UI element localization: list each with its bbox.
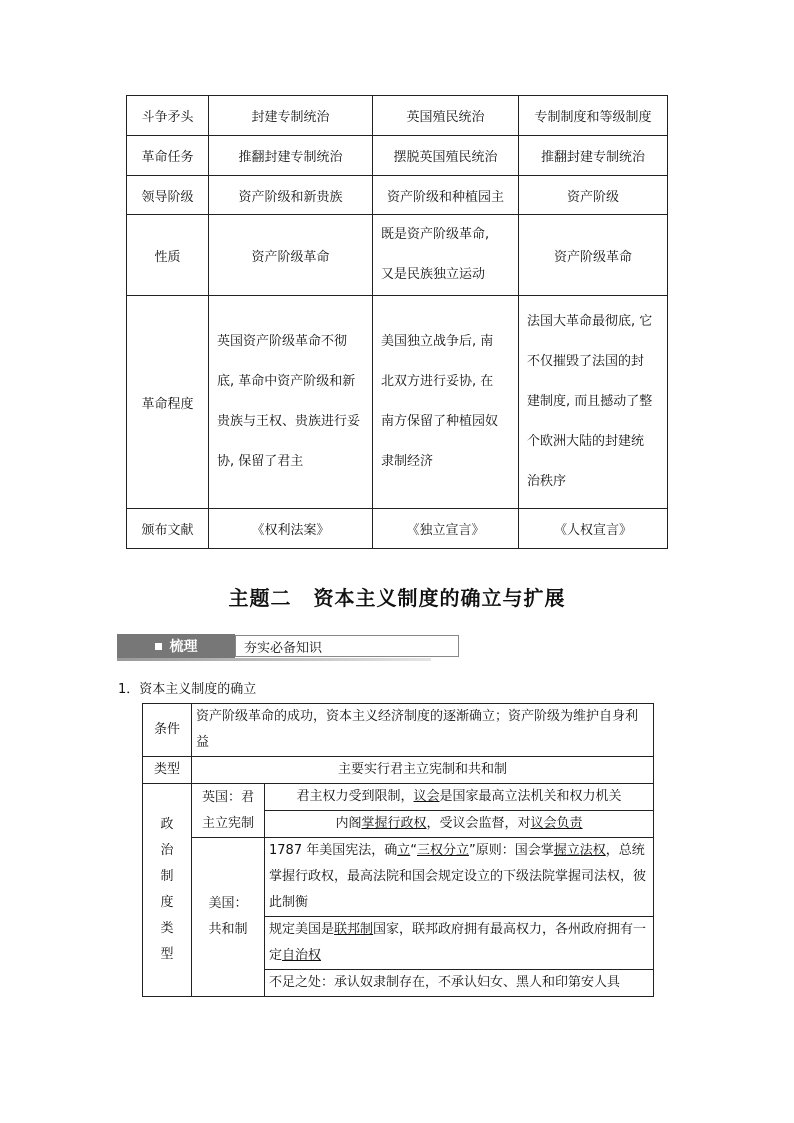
heading-title: 资本主义制度的确立与扩展 <box>313 586 566 610</box>
cell-line: 既是资产阶级革命, <box>381 227 490 242</box>
table-row <box>127 96 668 136</box>
cell-line: 美国独立战争后, 南 <box>381 334 494 349</box>
cell-england: 资产阶级革命 <box>209 215 373 296</box>
underlined-text: 握立法权 <box>553 843 606 858</box>
cell-text <box>265 917 654 970</box>
row-label: 政治制度类型 <box>143 784 192 997</box>
row-label: 颁布文献 <box>127 509 209 549</box>
table-row <box>127 136 668 176</box>
text-run: 君主权力受到限制， <box>296 789 414 804</box>
cell-text: 不足之处：承认奴隶制存在，不承认妇女、黑人和印第安人具 <box>265 970 654 997</box>
underlined-text: 掌握行政权 <box>361 816 427 831</box>
banner-dark-label <box>117 634 235 658</box>
underlined-text: 联邦制 <box>334 922 374 937</box>
revolution-comparison-table <box>126 95 668 549</box>
subsection-title: 1．资本主义制度的确立 <box>118 682 257 697</box>
text-run: ，总统掌握行政权，最高法院和国会规定设立的下级法院掌握司法权，彼此制衡 <box>269 843 647 910</box>
underlined-text: 立 <box>397 843 411 858</box>
banner-title: 梳理 <box>169 639 198 655</box>
cell-line: 建制度, 而且撼动了整 <box>527 394 653 409</box>
cell-line: 法国大革命最彻底, 它 <box>527 314 653 329</box>
row-label: 类型 <box>143 757 192 784</box>
sub-label-uk: 英国：君主立宪制 <box>192 784 265 838</box>
cell-line: 南方保留了种植园奴 <box>381 414 499 429</box>
cell-america: 资产阶级和种植园主 <box>373 176 519 215</box>
banner-subtitle: 夯实必备知识 <box>235 635 459 657</box>
cell-text <box>265 838 654 917</box>
row-label: 性质 <box>127 215 209 296</box>
cell-line: 治秩序 <box>527 474 567 489</box>
cell-france: 资产阶级革命 <box>519 215 668 296</box>
table-row <box>127 509 668 549</box>
cell-america <box>373 215 519 296</box>
row-label: 革命任务 <box>127 136 209 176</box>
table-row <box>143 757 654 784</box>
text-run: 是国家最高立法机关和权力机关 <box>439 789 622 804</box>
cell-america: 《独立宣言》 <box>373 509 519 549</box>
banner-rule <box>117 658 431 661</box>
text-run: ，受议会监督，对 <box>426 816 531 831</box>
cell-text: 资产阶级革命的成功，资本主义经济制度的逐渐确立；资产阶级为维护自身利益 <box>192 704 654 757</box>
cell-line: 协, 保留了君主 <box>217 454 304 469</box>
square-bullet-icon <box>155 643 162 650</box>
underlined-text: 三权分立 <box>416 843 469 858</box>
text-run: 规定美国是 <box>269 922 335 937</box>
capitalist-system-table <box>142 703 654 997</box>
table-row <box>143 704 654 757</box>
section-heading <box>0 582 794 611</box>
row-label: 革命程度 <box>127 296 209 509</box>
table-row <box>143 784 654 811</box>
cell-line: 英国资产阶级革命不彻 <box>217 334 348 349</box>
cell-line: 个欧洲大陆的封建统 <box>527 434 645 449</box>
table-row <box>127 176 668 215</box>
cell-england: 封建专制统治 <box>209 96 373 136</box>
table-row <box>143 838 654 917</box>
underlined-text: 议会负责 <box>530 816 583 831</box>
text-run: ”原则：国会掌 <box>469 843 554 858</box>
cell-england: 资产阶级和新贵族 <box>209 176 373 215</box>
cell-france: 《人权宣言》 <box>519 509 668 549</box>
cell-france: 资产阶级 <box>519 176 668 215</box>
heading-number: 主题二 <box>228 586 292 610</box>
cell-france <box>519 296 668 509</box>
cell-england: 推翻封建专制统治 <box>209 136 373 176</box>
cell-line: 北双方进行妥协, 在 <box>381 374 494 389</box>
cell-america <box>373 296 519 509</box>
row-label: 斗争矛头 <box>127 96 209 136</box>
text-run: 1787 年美国宪法，确 <box>269 843 398 858</box>
cell-line: 隶制经济 <box>381 454 434 469</box>
row-label: 条件 <box>143 704 192 757</box>
cell-text: 主要实行君主立宪制和共和制 <box>192 757 654 784</box>
text-run: 内阁 <box>335 816 362 831</box>
cell-line: 不仅摧毁了法国的封 <box>527 354 645 369</box>
underlined-text: 自治权 <box>282 948 322 963</box>
cell-france: 推翻封建专制统治 <box>519 136 668 176</box>
section-banner <box>117 634 431 661</box>
cell-line: 贵族与王权、贵族进行妥 <box>217 414 361 429</box>
cell-france: 专制制度和等级制度 <box>519 96 668 136</box>
sub-label-us: 美国：共和制 <box>192 838 265 997</box>
cell-america: 英国殖民统治 <box>373 96 519 136</box>
table-row <box>127 215 668 296</box>
row-label: 领导阶级 <box>127 176 209 215</box>
text-run: “ <box>410 843 417 858</box>
cell-line: 又是民族独立运动 <box>381 267 486 282</box>
cell-line: 底, 革命中资产阶级和新 <box>217 374 356 389</box>
cell-text <box>265 784 654 811</box>
cell-america: 摆脱英国殖民统治 <box>373 136 519 176</box>
underlined-text: 议会 <box>413 789 440 804</box>
cell-england <box>209 296 373 509</box>
cell-text <box>265 811 654 838</box>
text-run: 国家，联邦政府拥有最高权力，各州政府拥有一定 <box>269 922 647 963</box>
cell-england: 《权利法案》 <box>209 509 373 549</box>
table-row <box>127 296 668 509</box>
